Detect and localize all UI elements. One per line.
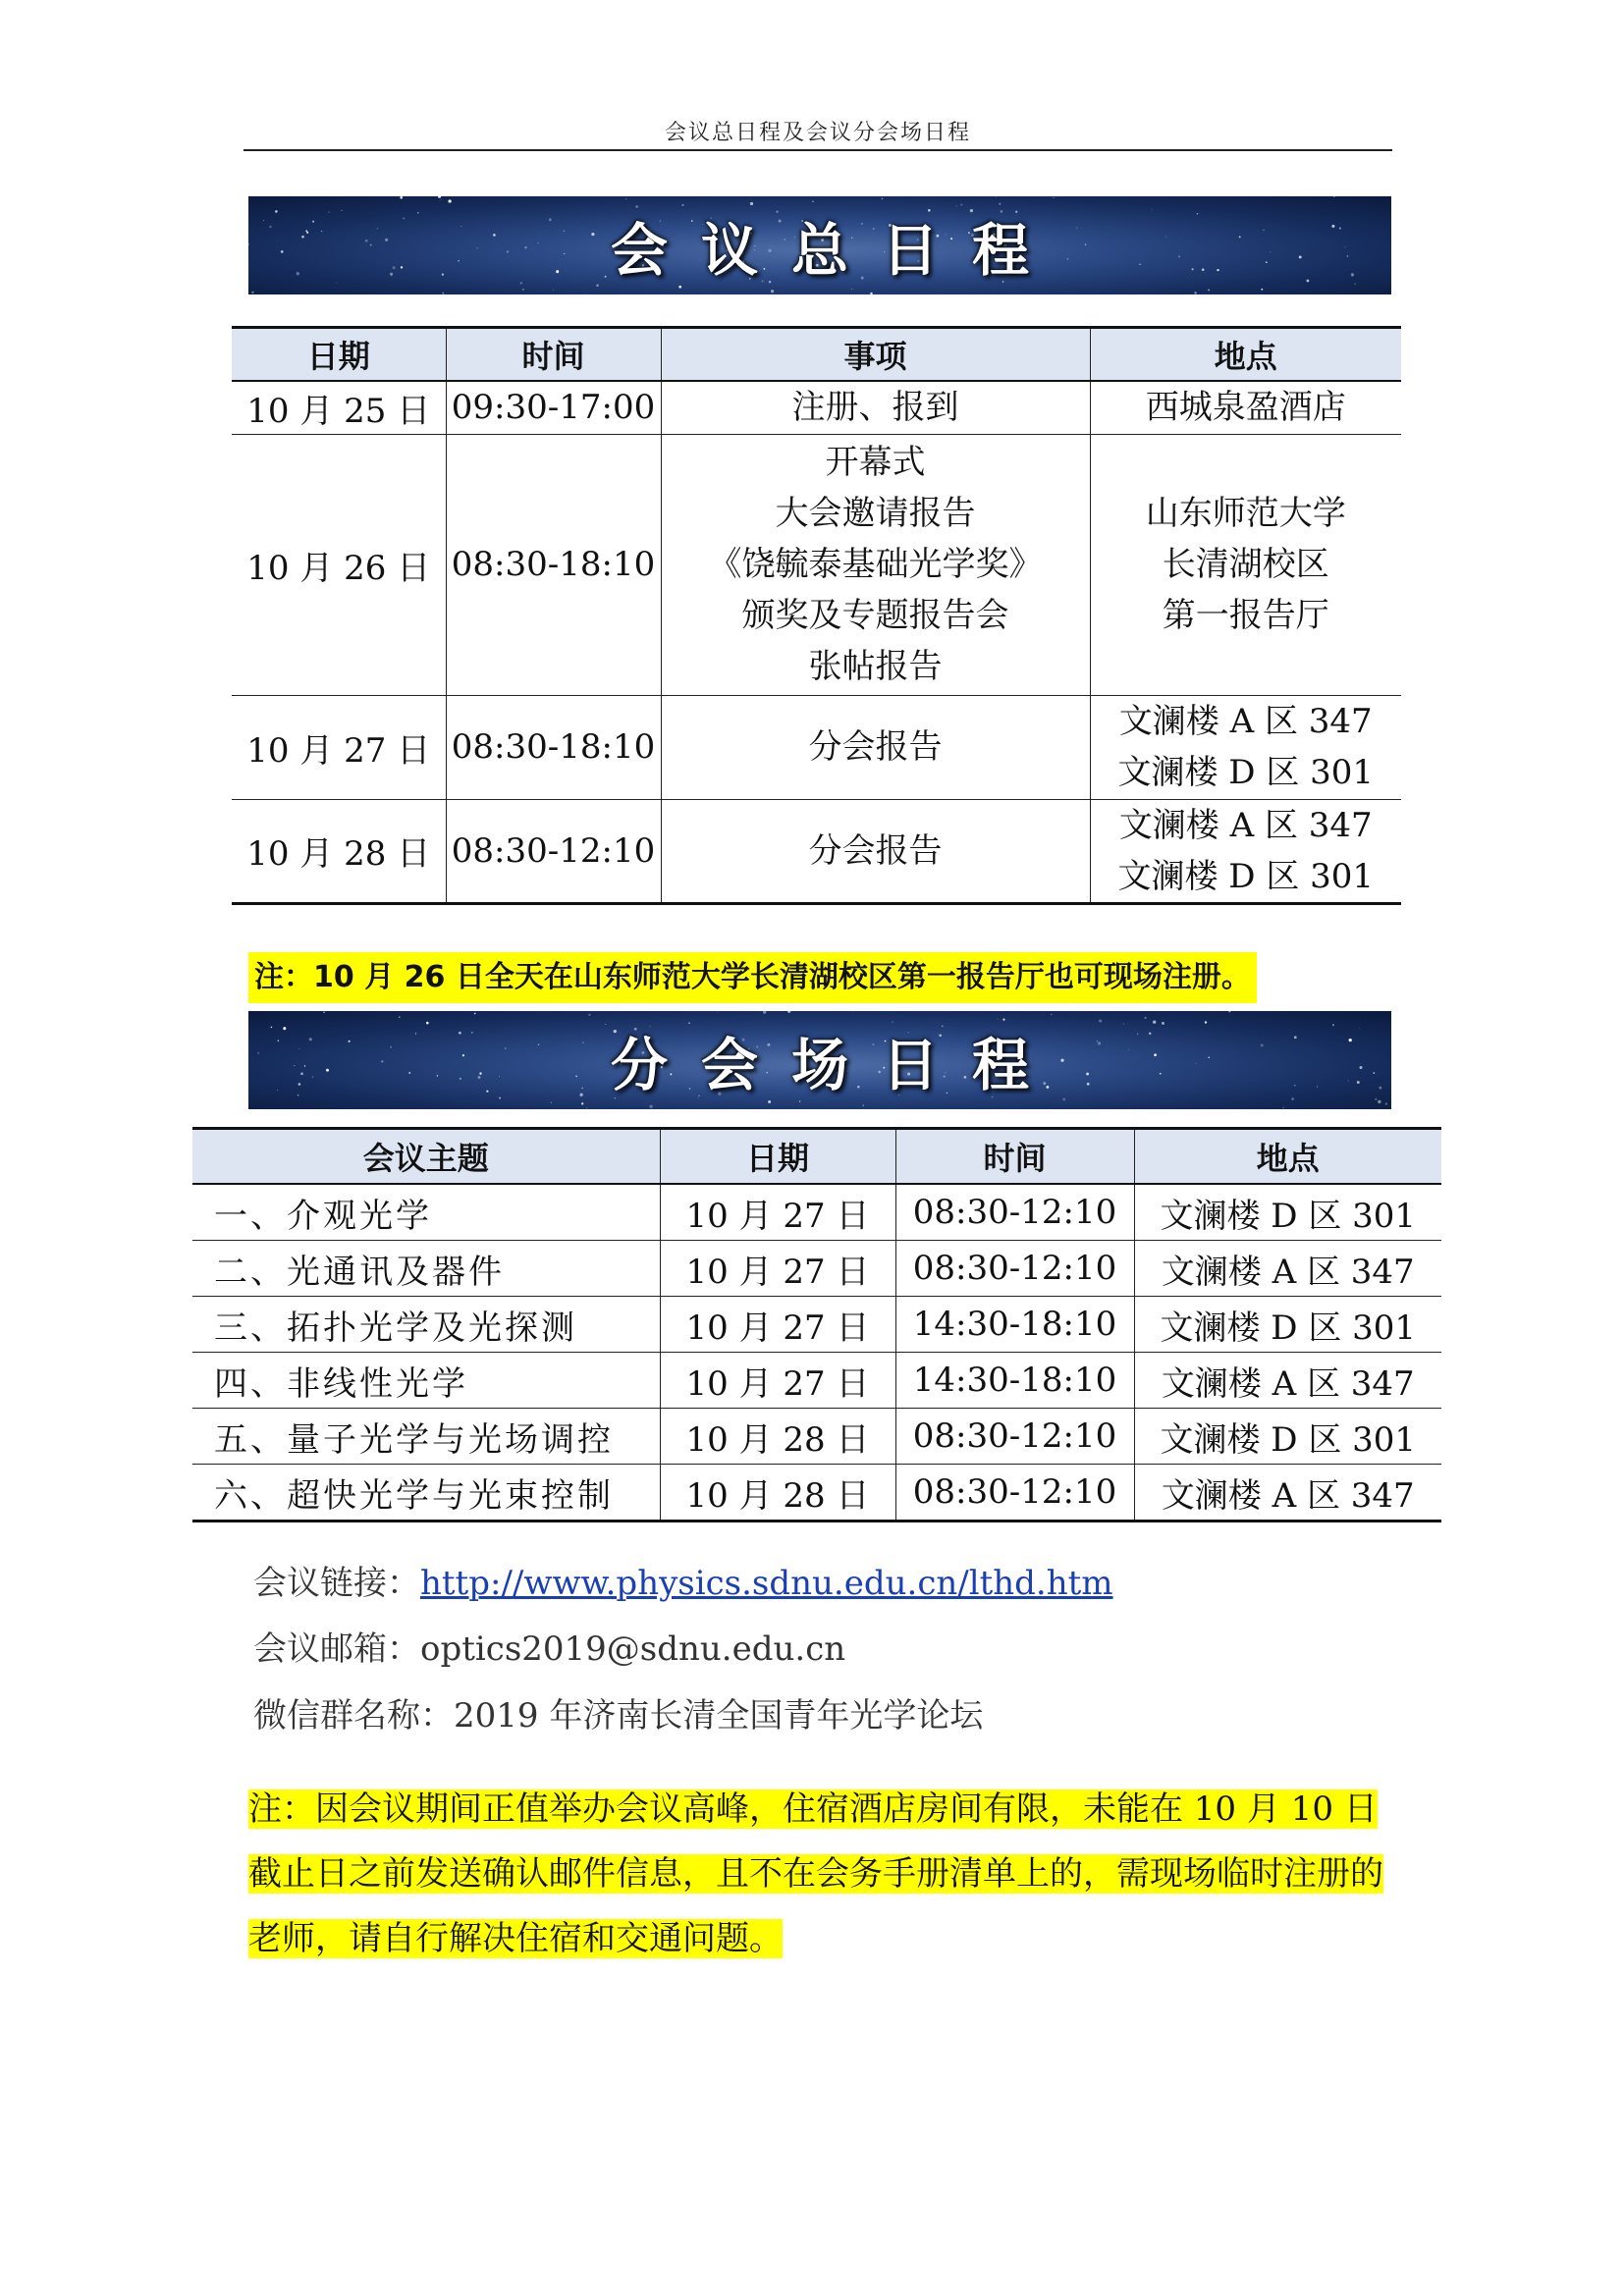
session-time: 14:30-18:10 bbox=[895, 1297, 1134, 1353]
session-row bbox=[192, 1409, 1441, 1465]
session-time: 08:30-12:10 bbox=[895, 1241, 1134, 1297]
row-date: 10 月 25 日 bbox=[232, 381, 446, 434]
banner-main-schedule bbox=[248, 196, 1391, 294]
header-venue: 地点 bbox=[1134, 1129, 1441, 1185]
header-rule bbox=[244, 149, 1392, 151]
venue-line: 山东师范大学 bbox=[1145, 494, 1346, 533]
row-time: 08:30-12:10 bbox=[446, 799, 661, 903]
session-time: 08:30-12:10 bbox=[895, 1184, 1134, 1241]
venue-line: 第一报告厅 bbox=[1162, 596, 1329, 635]
wechat-group-name: 2019 年济南长清全国青年光学论坛 bbox=[454, 1696, 984, 1735]
conference-link[interactable]: http://www.physics.sdnu.edu.cn/lthd.htm bbox=[420, 1564, 1113, 1603]
venue-line: 文澜楼 A 区 347 bbox=[1118, 805, 1373, 845]
row-time: 08:30-18:10 bbox=[446, 434, 661, 695]
conference-link-label: 会议链接： bbox=[253, 1564, 420, 1603]
session-row bbox=[192, 1465, 1441, 1522]
header-venue: 地点 bbox=[1090, 328, 1401, 382]
venue-line: 文澜楼 D 区 301 bbox=[1117, 856, 1375, 896]
item-line: 分会报告 bbox=[808, 727, 943, 767]
main-schedule-row bbox=[232, 695, 1401, 799]
row-date: 10 月 28 日 bbox=[232, 799, 446, 903]
session-date: 10 月 27 日 bbox=[660, 1297, 895, 1353]
session-row bbox=[192, 1241, 1441, 1297]
item-line: 开幕式 bbox=[825, 443, 926, 482]
session-venue: 文澜楼 A 区 347 bbox=[1134, 1353, 1441, 1409]
row-time: 08:30-18:10 bbox=[446, 695, 661, 799]
session-date: 10 月 27 日 bbox=[660, 1353, 895, 1409]
session-topic: 三、拓扑光学及光探测 bbox=[192, 1297, 660, 1353]
header-time: 时间 bbox=[446, 328, 661, 382]
session-time: 08:30-12:10 bbox=[895, 1409, 1134, 1465]
item-line: 分会报告 bbox=[808, 830, 943, 871]
row-date: 10 月 26 日 bbox=[232, 434, 446, 695]
row-items bbox=[661, 434, 1090, 695]
item-line: 《饶毓泰基础光学奖》 bbox=[708, 545, 1043, 584]
session-date: 10 月 27 日 bbox=[660, 1241, 895, 1297]
row-time: 09:30-17:00 bbox=[446, 381, 661, 434]
session-schedule-table bbox=[192, 1127, 1441, 1522]
header-topic: 会议主题 bbox=[192, 1129, 660, 1185]
session-topic: 四、非线性光学 bbox=[192, 1353, 660, 1409]
conference-link-line bbox=[253, 1556, 1113, 1604]
session-venue: 文澜楼 A 区 347 bbox=[1134, 1465, 1441, 1522]
row-date: 10 月 27 日 bbox=[232, 695, 446, 799]
banner-main-title: 会议总日程 bbox=[610, 217, 1062, 284]
main-schedule-row bbox=[232, 381, 1401, 434]
conference-email-label: 会议邮箱： bbox=[253, 1629, 420, 1669]
session-row bbox=[192, 1184, 1441, 1241]
conference-email: optics2019@sdnu.edu.cn bbox=[420, 1629, 846, 1669]
accommodation-note-text: 注：因会议期间正值举办会议高峰，住宿酒店房间有限，未能在 10 月 10 日截止日之前发送确认邮件信息，且不在会务手册清单上的，需现场临时注册的老师，请自行解决住宿和交通问题。 bbox=[248, 1789, 1383, 1958]
main-header-row bbox=[232, 328, 1401, 382]
session-venue: 文澜楼 D 区 301 bbox=[1134, 1409, 1441, 1465]
session-venue: 文澜楼 D 区 301 bbox=[1134, 1184, 1441, 1241]
header-date: 日期 bbox=[232, 328, 446, 382]
header-date: 日期 bbox=[660, 1129, 895, 1185]
row-items bbox=[661, 799, 1090, 903]
accommodation-note bbox=[248, 1777, 1393, 1971]
item-line: 大会邀请报告 bbox=[775, 494, 976, 533]
venue-line: 文澜楼 A 区 347 bbox=[1118, 702, 1373, 741]
session-topic: 二、光通讯及器件 bbox=[192, 1241, 660, 1297]
session-date: 10 月 27 日 bbox=[660, 1184, 895, 1241]
session-topic: 一、介观光学 bbox=[192, 1184, 660, 1241]
header-item: 事项 bbox=[661, 328, 1090, 382]
row-venue bbox=[1090, 695, 1401, 799]
running-header: 会议总日程及会议分会场日程 bbox=[664, 121, 971, 145]
session-time: 08:30-12:10 bbox=[895, 1465, 1134, 1522]
row-items bbox=[661, 695, 1090, 799]
main-schedule-row bbox=[232, 799, 1401, 903]
banner-session-schedule bbox=[248, 1011, 1391, 1109]
session-time: 14:30-18:10 bbox=[895, 1353, 1134, 1409]
session-topic: 六、超快光学与光束控制 bbox=[192, 1465, 660, 1522]
conference-email-line bbox=[253, 1622, 845, 1670]
wechat-group-label: 微信群名称： bbox=[253, 1696, 454, 1735]
header-time: 时间 bbox=[895, 1129, 1134, 1185]
session-row bbox=[192, 1297, 1441, 1353]
venue-line: 文澜楼 D 区 301 bbox=[1117, 753, 1375, 792]
item-line: 注册、报到 bbox=[791, 388, 959, 428]
session-date: 10 月 28 日 bbox=[660, 1465, 895, 1522]
item-line: 颁奖及专题报告会 bbox=[741, 596, 1009, 635]
row-items bbox=[661, 381, 1090, 434]
wechat-group-line bbox=[253, 1688, 983, 1736]
venue-line: 长清湖校区 bbox=[1162, 545, 1329, 584]
main-schedule-table bbox=[232, 326, 1401, 905]
banner-session-title: 分会场日程 bbox=[610, 1032, 1062, 1098]
row-venue bbox=[1090, 799, 1401, 903]
venue-line: 西城泉盈酒店 bbox=[1145, 388, 1346, 428]
row-venue bbox=[1090, 381, 1401, 434]
session-header-row bbox=[192, 1129, 1441, 1185]
session-venue: 文澜楼 A 区 347 bbox=[1134, 1241, 1441, 1297]
session-row bbox=[192, 1353, 1441, 1409]
item-line: 张帖报告 bbox=[808, 647, 943, 686]
registration-note: 注：10 月 26 日全天在山东师范大学长清湖校区第一报告厅也可现场注册。 bbox=[248, 952, 1257, 1003]
session-topic: 五、量子光学与光场调控 bbox=[192, 1409, 660, 1465]
row-venue bbox=[1090, 434, 1401, 695]
session-date: 10 月 28 日 bbox=[660, 1409, 895, 1465]
main-schedule-row bbox=[232, 434, 1401, 695]
session-venue: 文澜楼 D 区 301 bbox=[1134, 1297, 1441, 1353]
